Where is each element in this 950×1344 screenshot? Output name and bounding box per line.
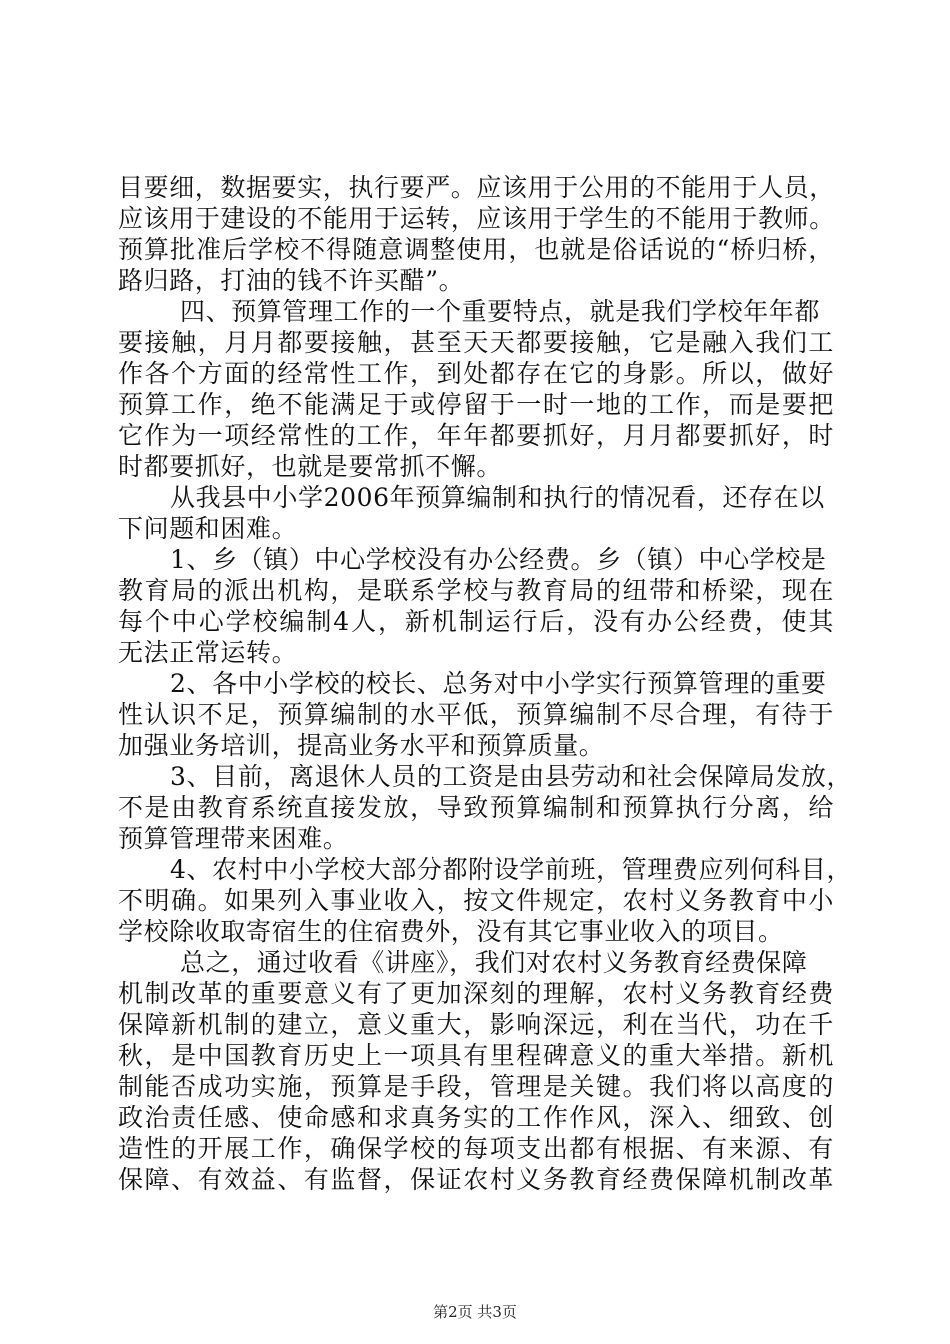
- text-line: 预算工作，绝不能满足于或停留于一时一地的工作，而是要把: [118, 390, 834, 419]
- text-line: 不是由教育系统直接发放，导致预算编制和预算执行分离，给: [118, 793, 834, 822]
- paragraph-start-line: 四、预算管理工作的一个重要特点，就是我们学校年年都: [180, 297, 821, 326]
- text-line: 路归路，打油的钱不许买醋”。: [118, 266, 465, 295]
- text-line: 无法正常运转。: [118, 638, 298, 667]
- text-line: 学校除收取寄宿生的住宿费外，没有其它事业收入的项目。: [118, 917, 784, 946]
- paragraph-start-line: 1、乡（镇）中心学校没有办公经费。乡（镇）中心学校是: [170, 545, 827, 574]
- text-line: 政治责任感、使命感和求真务实的工作作风，深入、细致、创: [118, 1103, 834, 1132]
- paragraph-start-line: 2、各中小学校的校长、总务对中小学实行预算管理的重要: [170, 669, 827, 698]
- text-line: 作各个方面的经常性工作，到处都存在它的身影。所以，做好: [118, 359, 834, 388]
- text-line: 性认识不足，预算编制的水平低，预算编制不尽合理，有待于: [118, 700, 834, 729]
- page-number-footer: 第2页 共3页: [433, 1303, 517, 1321]
- text-line: 加强业务培训，提高业务水平和预算质量。: [118, 731, 605, 760]
- text-line: 保障、有效益、有监督，保证农村义务教育经费保障机制改革: [118, 1165, 834, 1194]
- text-line: 秋，是中国教育历史上一项具有里程碑意义的重大举措。新机: [118, 1041, 834, 1070]
- text-line: 应该用于建设的不能用于运转，应该用于学生的不能用于教师。: [118, 204, 835, 233]
- paragraph-start-line: 从我县中小学2006年预算编制和执行的情况看，还存在以: [170, 483, 825, 512]
- text-line: 机制改革的重要意义有了更加深刻的理解，农村义务教育经费: [118, 979, 834, 1008]
- text-line: 下问题和困难。: [118, 514, 298, 543]
- text-line: 要接触，月月都要接触，甚至天天都要接触，它是融入我们工: [118, 328, 834, 357]
- text-line: 它作为一项经常性的工作，年年都要抓好，月月都要抓好，时: [118, 421, 834, 450]
- document-body: [118, 172, 853, 1195]
- paragraph-start-line: 4、农村中小学校大部分都附设学前班，管理费应列何科目，: [170, 855, 853, 884]
- paragraph-start-line: 总之，通过收看《讲座》，我们对农村义务教育经费保障: [180, 948, 808, 977]
- text-line: 每个中心学校编制4人，新机制运行后，没有办公经费，使其: [118, 607, 834, 636]
- text-line: 制能否成功实施，预算是手段，管理是关键。我们将以高度的: [118, 1072, 834, 1101]
- text-line: 不明确。如果列入事业收入，按文件规定，农村义务教育中小: [118, 886, 834, 915]
- text-line: 保障新机制的建立，意义重大，影响深远，利在当代，功在千: [118, 1010, 834, 1039]
- text-line: 造性的开展工作，确保学校的每项支出都有根据、有来源、有: [118, 1134, 834, 1163]
- text-line: 目要细，数据要实，执行要严。应该用于公用的不能用于人员，: [118, 173, 835, 202]
- text-line: 预算管理带来困难。: [118, 824, 349, 853]
- text-line: 时都要抓好，也就是要常抓不懈。: [118, 452, 503, 481]
- text-line: 预算批准后学校不得随意调整使用，也就是俗话说的“桥归桥，: [118, 235, 834, 264]
- paragraph-start-line: 3、目前，离退休人员的工资是由县劳动和社会保障局发放，: [170, 762, 853, 791]
- text-line: 教育局的派出机构，是联系学校与教育局的纽带和桥梁，现在: [118, 576, 834, 605]
